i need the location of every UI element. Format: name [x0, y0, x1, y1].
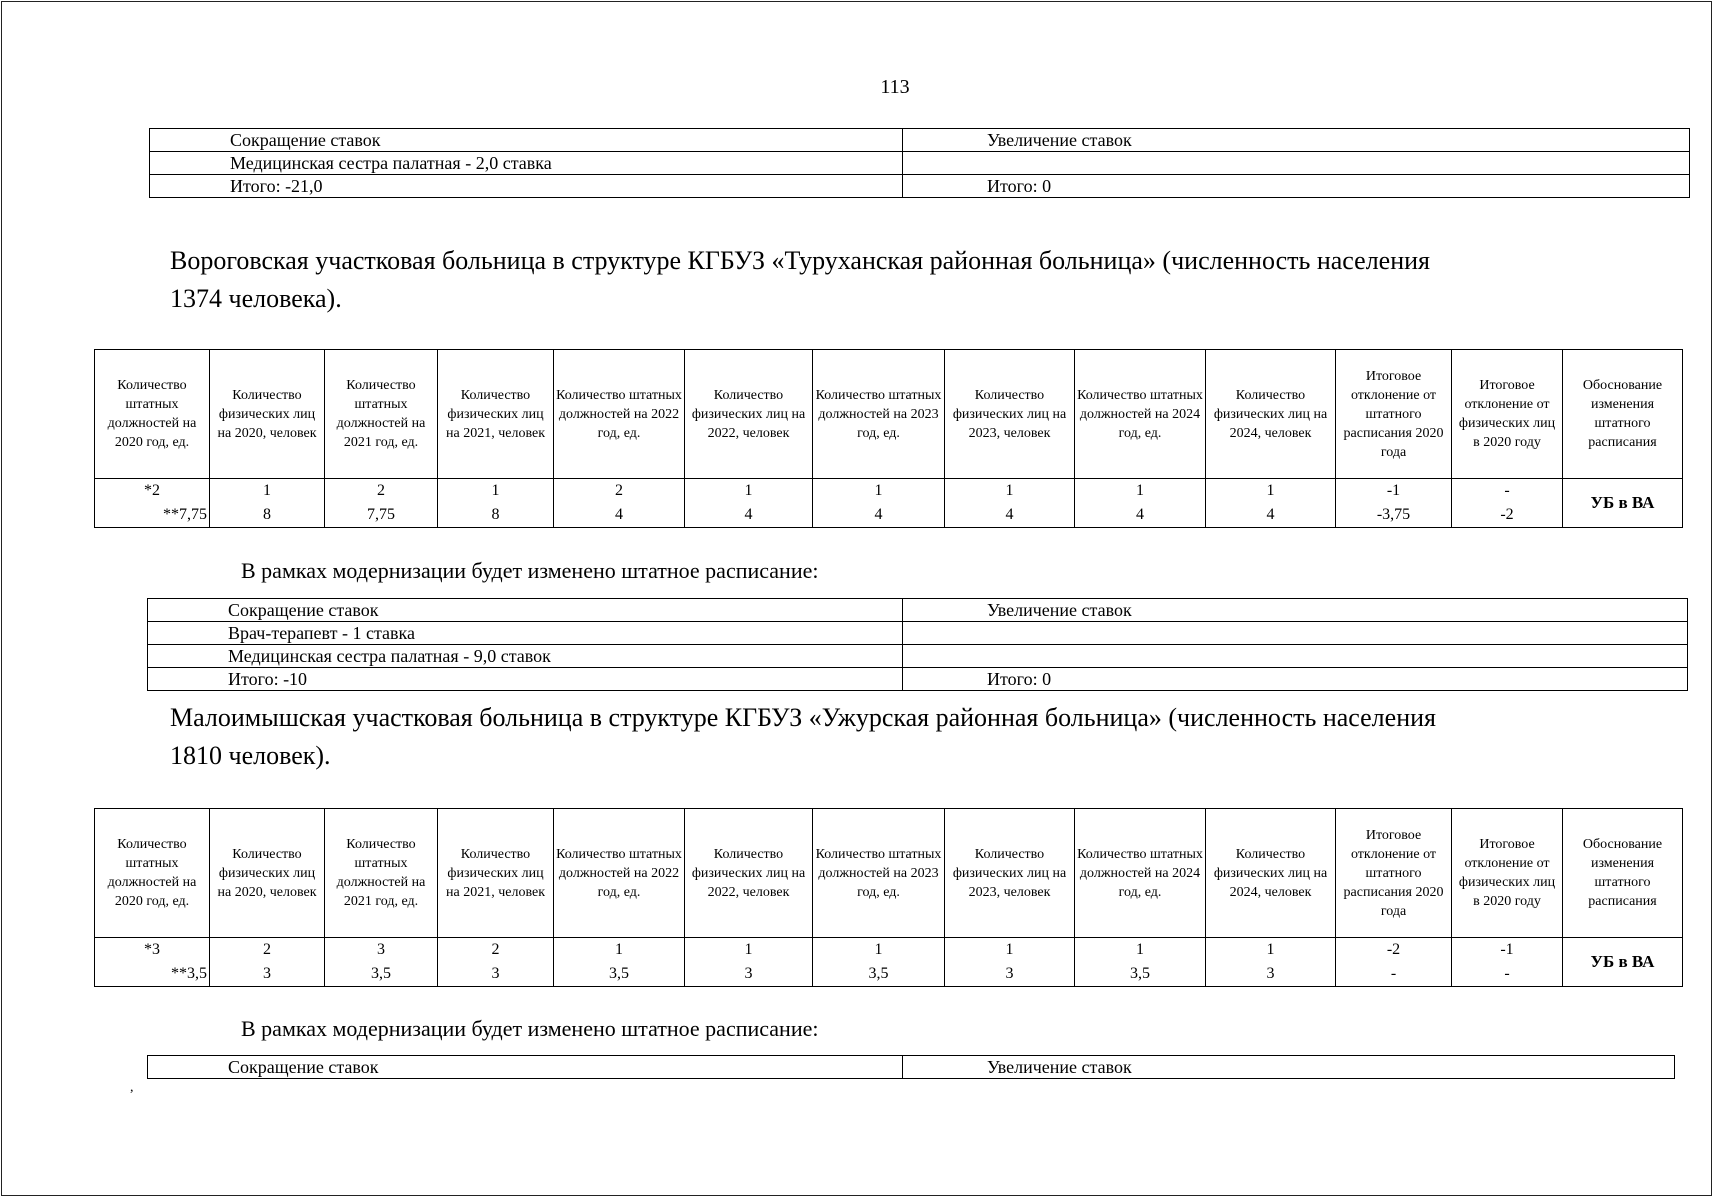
table-header-row	[95, 350, 1683, 479]
cell: 2	[554, 479, 685, 504]
cell: **3,5	[95, 962, 210, 987]
cell: 4	[1206, 503, 1336, 528]
cell: 3,5	[1075, 962, 1206, 987]
cell: -	[1452, 962, 1563, 987]
cell: -2	[1336, 938, 1452, 963]
col-header: Итоговое отклонение от физических лиц в 2020 году	[1452, 809, 1563, 938]
section2-staff-table	[147, 1055, 1675, 1079]
cell: 1	[813, 479, 945, 504]
col-header: Итоговое отклонение от штатного расписания 2020 года	[1336, 350, 1452, 479]
table-row	[150, 175, 1690, 198]
cell: 2	[325, 479, 438, 504]
cell: 8	[210, 503, 325, 528]
staff-total-add: Итого: 0	[903, 175, 1690, 198]
staff-total-add: Итого: 0	[903, 668, 1688, 691]
cell: 1	[813, 938, 945, 963]
staff-header-add: Увеличение ставок	[903, 129, 1690, 152]
section2-heading-line2: 1810 человек).	[170, 741, 331, 770]
staff-cell: Медицинская сестра палатная - 9,0 ставок	[148, 645, 903, 668]
table-row	[148, 668, 1688, 691]
cell: 7,75	[325, 503, 438, 528]
col-header: Количество физических лиц на 2024, человек	[1206, 350, 1336, 479]
cell: 4	[554, 503, 685, 528]
cell: 3	[945, 962, 1075, 987]
table-row	[148, 645, 1688, 668]
table-row	[150, 152, 1690, 175]
col-header: Обоснование изменения штатного расписания	[1563, 350, 1683, 479]
section2-heading-line1: Малоимышская участковая больница в структуре КГБУЗ «Ужурская районная больница» (численность населения	[170, 703, 1436, 732]
cell: 4	[945, 503, 1075, 528]
cell: 3	[325, 938, 438, 963]
cell: 3	[438, 962, 554, 987]
section1-heading-line2: 1374 человека).	[170, 284, 342, 313]
table-row	[148, 599, 1688, 622]
cell: 1	[210, 479, 325, 504]
cell: -2	[1452, 503, 1563, 528]
cell: 1	[1075, 479, 1206, 504]
col-header: Обоснование изменения штатного расписания	[1563, 809, 1683, 938]
col-header: Количество штатных должностей на 2024 год, ед.	[1075, 809, 1206, 938]
section1-heading-line1: Вороговская участковая больница в структуре КГБУЗ «Туруханская районная больница» (численность населения	[170, 246, 1431, 275]
section1-stats-table	[94, 349, 1683, 528]
staff-cell	[903, 622, 1688, 645]
cell: 1	[438, 479, 554, 504]
col-header: Итоговое отклонение от штатного расписания 2020 года	[1336, 809, 1452, 938]
staff-cell	[903, 645, 1688, 668]
cell: 1	[1206, 938, 1336, 963]
cell: **7,75	[95, 503, 210, 528]
col-header: Количество физических лиц на 2021, человек	[438, 809, 554, 938]
top-staff-table	[149, 128, 1690, 198]
section2-modernization-text: В рамках модернизации будет изменено штатное расписание:	[241, 1016, 819, 1041]
col-header: Количество физических лиц на 2023, человек	[945, 809, 1075, 938]
cell: 2	[210, 938, 325, 963]
basis-cell: УБ в ВА	[1563, 938, 1683, 987]
section2-stats-table	[94, 808, 1683, 987]
table-row	[148, 1056, 1675, 1079]
page-number: 113	[880, 76, 910, 98]
staff-header-add: Увеличение ставок	[903, 599, 1688, 622]
col-header: Количество штатных должностей на 2021 год, ед.	[325, 809, 438, 938]
cell: 3,5	[813, 962, 945, 987]
table-row	[148, 622, 1688, 645]
cell: 4	[813, 503, 945, 528]
table-row	[95, 962, 1683, 987]
col-header: Количество физических лиц на 2021, человек	[438, 350, 554, 479]
cell: *3	[95, 938, 210, 963]
cell: 3,5	[325, 962, 438, 987]
cell: 1	[554, 938, 685, 963]
staff-header-cut: Сокращение ставок	[148, 599, 903, 622]
staff-header-cut: Сокращение ставок	[150, 129, 903, 152]
table-row	[150, 129, 1690, 152]
cell: 3	[685, 962, 813, 987]
staff-cell: Врач-терапевт - 1 ставка	[148, 622, 903, 645]
cell: -	[1452, 479, 1563, 504]
col-header: Итоговое отклонение от физических лиц в 2020 году	[1452, 350, 1563, 479]
table-header-row	[95, 809, 1683, 938]
col-header: Количество штатных должностей на 2020 год, ед.	[95, 809, 210, 938]
staff-total-cut: Итого: -10	[148, 668, 903, 691]
cell: -	[1336, 962, 1452, 987]
col-header: Количество физических лиц на 2020, человек	[210, 350, 325, 479]
basis-cell: УБ в ВА	[1563, 479, 1683, 528]
cell: 3,5	[554, 962, 685, 987]
col-header: Количество физических лиц на 2022, человек	[685, 809, 813, 938]
col-header: Количество штатных должностей на 2021 год, ед.	[325, 350, 438, 479]
cell: 1	[685, 938, 813, 963]
cell: 1	[1206, 479, 1336, 504]
cell: 1	[1075, 938, 1206, 963]
cell: -1	[1452, 938, 1563, 963]
cell: 3	[210, 962, 325, 987]
section1-staff-table	[147, 598, 1688, 691]
col-header: Количество физических лиц на 2020, человек	[210, 809, 325, 938]
cell: 4	[685, 503, 813, 528]
cell: 1	[685, 479, 813, 504]
col-header: Количество штатных должностей на 2023 год, ед.	[813, 809, 945, 938]
cell: 3	[1206, 962, 1336, 987]
col-header: Количество штатных должностей на 2023 год, ед.	[813, 350, 945, 479]
section1-modernization-text: В рамках модернизации будет изменено штатное расписание:	[241, 558, 819, 583]
col-header: Количество физических лиц на 2022, человек	[685, 350, 813, 479]
cell: *2	[95, 479, 210, 504]
staff-cell	[903, 152, 1690, 175]
cell: 1	[945, 479, 1075, 504]
staff-header-cut: Сокращение ставок	[148, 1056, 903, 1079]
col-header: Количество физических лиц на 2023, человек	[945, 350, 1075, 479]
staff-cell: Медицинская сестра палатная - 2,0 ставка	[150, 152, 903, 175]
table-row	[95, 503, 1683, 528]
cell: 1	[945, 938, 1075, 963]
cell: -1	[1336, 479, 1452, 504]
stray-mark: ,	[130, 1080, 134, 1095]
staff-total-cut: Итого: -21,0	[150, 175, 903, 198]
cell: -3,75	[1336, 503, 1452, 528]
section2-heading	[170, 699, 1700, 775]
col-header: Количество штатных должностей на 2022 год, ед.	[554, 350, 685, 479]
col-header: Количество штатных должностей на 2024 год, ед.	[1075, 350, 1206, 479]
table-row	[95, 479, 1683, 504]
section1-heading	[170, 242, 1690, 318]
col-header: Количество штатных должностей на 2022 год, ед.	[554, 809, 685, 938]
cell: 4	[1075, 503, 1206, 528]
col-header: Количество штатных должностей на 2020 год, ед.	[95, 350, 210, 479]
col-header: Количество физических лиц на 2024, человек	[1206, 809, 1336, 938]
cell: 8	[438, 503, 554, 528]
staff-header-add: Увеличение ставок	[903, 1056, 1675, 1079]
table-row	[95, 938, 1683, 963]
cell: 2	[438, 938, 554, 963]
